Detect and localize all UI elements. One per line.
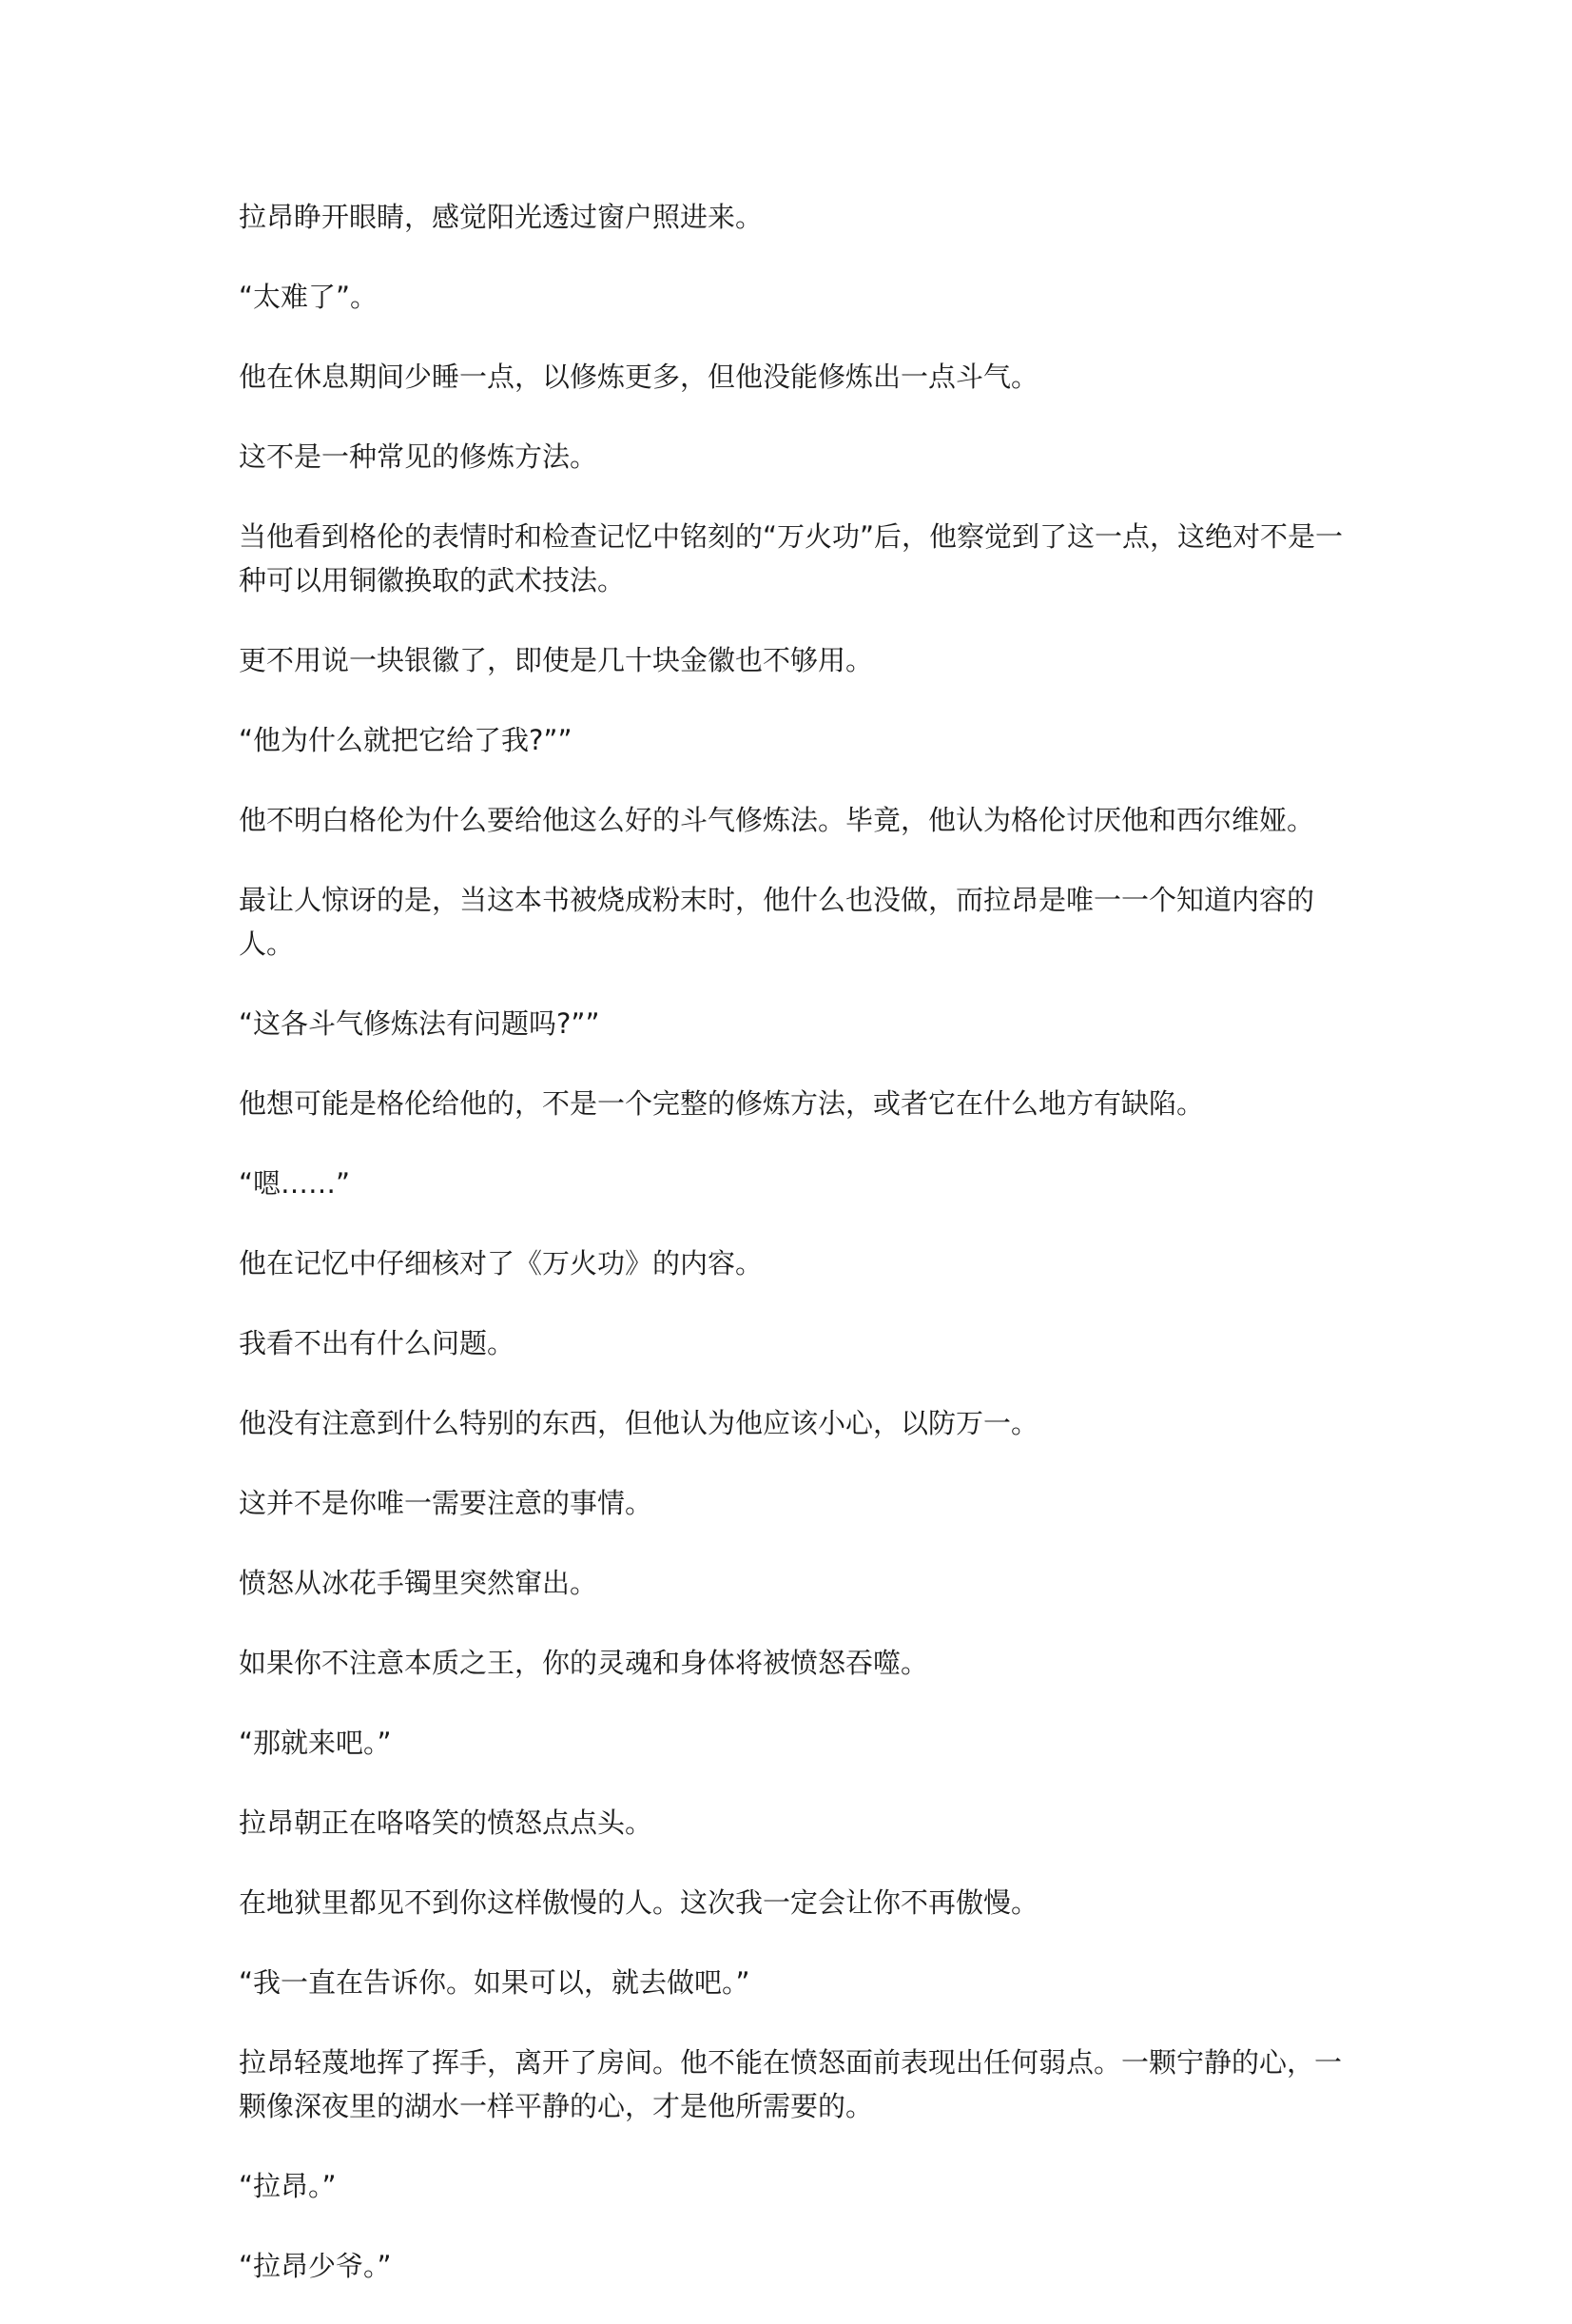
paragraph: 这不是一种常见的修炼方法。 [239, 440, 598, 473]
paragraph: “这各斗气修炼法有问题吗?”” [239, 1007, 600, 1040]
paragraph: 他在休息期间少睡一点，以修炼更多，但他没能修炼出一点斗气。 [239, 361, 1039, 393]
paragraph: 拉昂轻蔑地挥了挥手，离开了房间。他不能在愤怒面前表现出任何弱点。一颗宁静的心，一颗像深夜里的湖水一样平静的心，才是他所需要的。 [239, 2046, 1343, 2122]
paragraph: 当他看到格伦的表情时和检查记忆中铭刻的“万火功”后，他察觉到了这一点，这绝对不是一种可以用铜徽换取的武术技法。 [239, 520, 1344, 596]
paragraph: “拉昂少爷。” [239, 2250, 392, 2282]
paragraph: 他没有注意到什么特别的东西，但他认为他应该小心，以防万一。 [239, 1407, 1039, 1439]
paragraph: 拉昂朝正在咯咯笑的愤怒点点头。 [239, 1806, 653, 1839]
paragraph: 最让人惊讶的是，当这本书被烧成粉末时，他什么也没做，而拉昂是唯一一个知道内容的人。 [239, 884, 1315, 960]
paragraph: 我看不出有什么问题。 [239, 1327, 515, 1359]
paragraph: “太难了”。 [239, 281, 378, 313]
paragraph: 拉昂睁开眼睛，感觉阳光透过窗户照进来。 [239, 201, 764, 233]
paragraph: 如果你不注意本质之王，你的灵魂和身体将被愤怒吞噬。 [239, 1647, 929, 1679]
paragraph: 愤怒从冰花手镯里突然窜出。 [239, 1567, 598, 1599]
paragraph: “那就来吧。” [239, 1727, 392, 1759]
paragraph: 在地狱里都见不到你这样傲慢的人。这次我一定会让你不再傲慢。 [239, 1886, 1039, 1919]
paragraph: 更不用说一块银徽了，即使是几十块金徽也不够用。 [239, 644, 874, 676]
paragraph: “拉昂。” [239, 2170, 337, 2202]
paragraph: 他想可能是格伦给他的，不是一个完整的修炼方法，或者它在什么地方有缺陷。 [239, 1087, 1205, 1120]
paragraph: “我一直在告诉你。如果可以，就去做吧。” [239, 1966, 750, 1999]
paragraph: 这并不是你唯一需要注意的事情。 [239, 1487, 653, 1519]
paragraph: 他不明白格伦为什么要给他这么好的斗气修炼法。毕竟，他认为格伦讨厌他和西尔维娅。 [239, 804, 1315, 836]
paragraph: 他在记忆中仔细核对了《万火功》的内容。 [239, 1247, 764, 1279]
paragraph: “嗯……” [239, 1167, 351, 1200]
document-page [239, 195, 1351, 2324]
paragraph: “他为什么就把它给了我?”” [239, 724, 573, 756]
